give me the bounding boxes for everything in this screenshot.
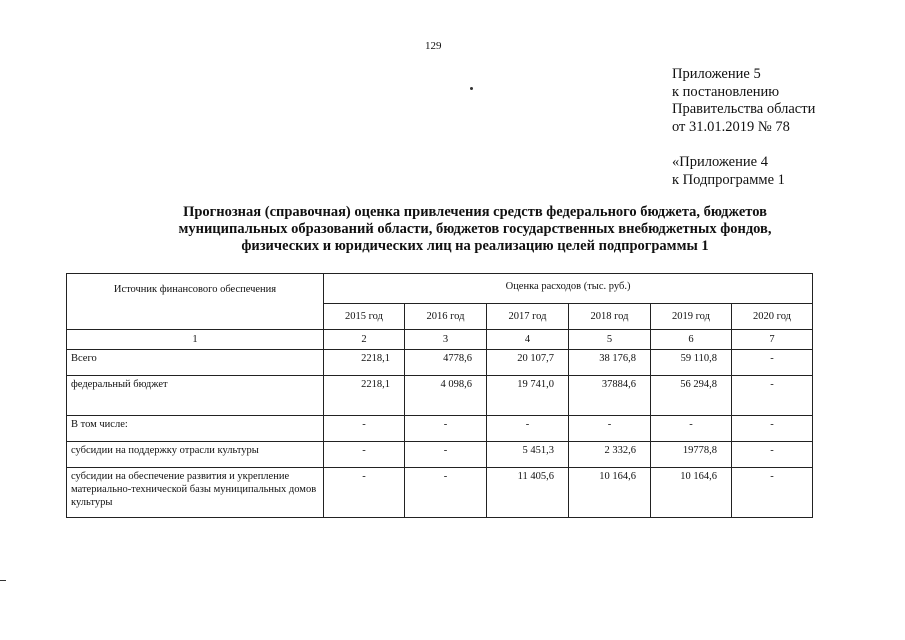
table-row [67,442,813,468]
appendix-line: к постановлению [672,83,780,100]
row-label: В том числе: [67,416,324,442]
value-cell: 2 332,6 [569,442,651,468]
header-estimate: Оценка расходов (тыс. руб.) [324,274,813,304]
value-cell: 38 176,8 [569,350,651,376]
value-cell: - [732,442,813,468]
value-cell: 10 164,6 [569,468,651,518]
column-number: 3 [405,330,487,350]
value-cell: 4778,6 [405,350,487,376]
value-cell: - [324,416,405,442]
year-header: 2019 год [651,304,732,330]
table-row [67,376,813,416]
value-cell: 20 107,7 [487,350,569,376]
title-line: физических и юридических лиц на реализацию целей подпрограммы 1 [241,238,709,254]
table-row [67,468,813,518]
value-cell: - [487,416,569,442]
appendix-line: Приложение 5 [672,66,761,82]
column-number: 7 [732,330,813,350]
column-number: 1 [67,330,324,350]
appendix-reference [672,66,815,136]
column-number: 5 [569,330,651,350]
document-title [150,204,800,255]
value-cell: 4 098,6 [405,376,487,416]
value-cell: 10 164,6 [651,468,732,518]
row-label: субсидии на обеспечение развития и укрепление материально-технической базы муниципальных домов культуры [67,468,324,518]
year-header: 2017 год [487,304,569,330]
value-cell: - [405,442,487,468]
column-number: 2 [324,330,405,350]
year-header: 2018 год [569,304,651,330]
value-cell: - [324,442,405,468]
financing-table [66,273,813,518]
value-cell: - [405,468,487,518]
value-cell: - [324,468,405,518]
value-cell: - [651,416,732,442]
value-cell: 11 405,6 [487,468,569,518]
title-line: муниципальных образований области, бюджетов государственных внебюджетных фондов, [178,221,772,237]
column-number: 6 [651,330,732,350]
row-label: Всего [67,350,324,376]
value-cell: - [569,416,651,442]
year-header: 2016 год [405,304,487,330]
value-cell: 37884,6 [569,376,651,416]
year-header: 2020 год [732,304,813,330]
value-cell: 19 741,0 [487,376,569,416]
appendix-line: к Подпрограмме 1 [672,171,785,188]
appendix-line: Правительства области [672,101,816,117]
value-cell: 2218,1 [324,350,405,376]
value-cell: 19778,8 [651,442,732,468]
column-number: 4 [487,330,569,350]
column-number-row [67,330,813,350]
title-line: Прогнозная (справочная) оценка привлечения средств федерального бюджета, бюджетов [183,204,767,220]
table-row [67,350,813,376]
header-source: Источник финансового обеспечения [67,274,324,330]
appendix-reference-subprogram [672,154,785,189]
page-number: 129 [425,40,442,52]
row-label: субсидии на поддержку отрасли культуры [67,442,324,468]
table-row [67,416,813,442]
value-cell: 56 294,8 [651,376,732,416]
value-cell: - [405,416,487,442]
scan-margin-mark [0,580,6,581]
appendix-line: от 31.01.2019 № 78 [672,118,790,135]
value-cell: 59 110,8 [651,350,732,376]
appendix-line: «Приложение 4 [672,154,768,170]
value-cell: - [732,468,813,518]
value-cell: 5 451,3 [487,442,569,468]
year-header: 2015 год [324,304,405,330]
scan-artifact-dot [470,87,473,90]
value-cell: 2218,1 [324,376,405,416]
value-cell: - [732,376,813,416]
value-cell: - [732,416,813,442]
row-label: федеральный бюджет [67,376,324,416]
value-cell: - [732,350,813,376]
